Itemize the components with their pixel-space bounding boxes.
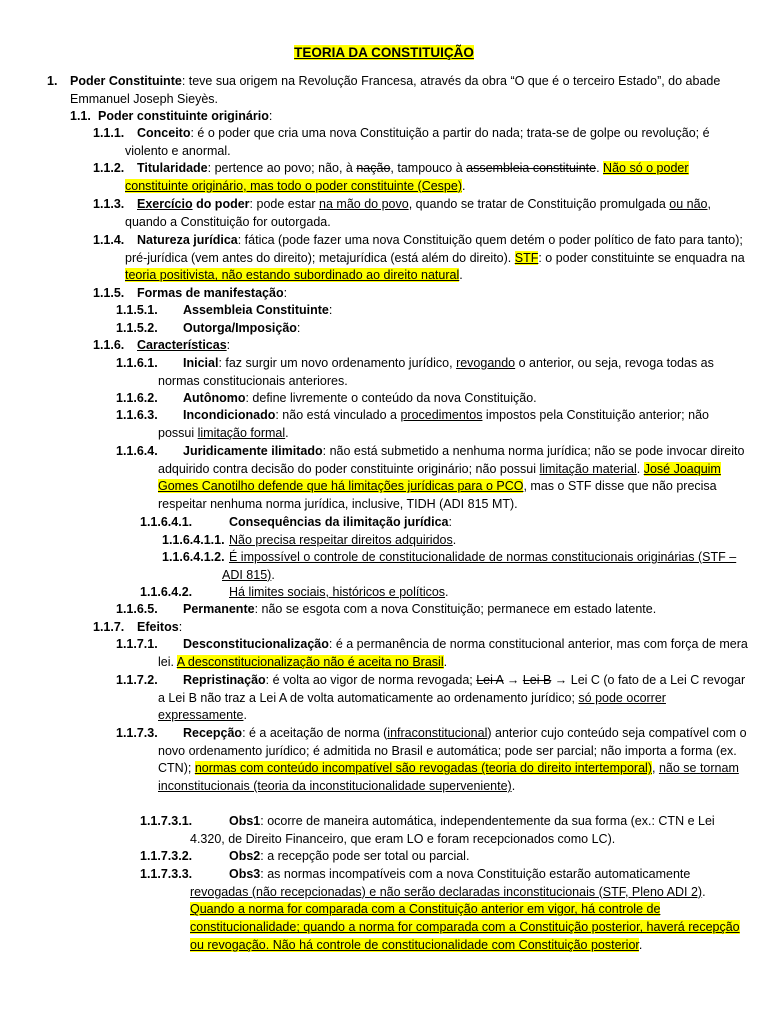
text-run: Recepção	[183, 726, 243, 740]
outline-item	[0, 337, 748, 355]
item-number: 1.1.7.	[93, 620, 125, 634]
text-run: Juridicamente ilimitado	[183, 444, 323, 458]
text-run: : é o poder que cria uma nova Constituição a partir do nada; trata-se de golpe ou revolução; é violento e anormal.	[125, 126, 710, 158]
text-run: ,	[652, 761, 659, 776]
text-run: ) anterior cujo conteúdo seja compatível com o novo ordenamento jurídico; é admitida no Brasil e automática; pode ser parcial; não importa a forma (ex. CTN);	[158, 726, 747, 776]
text-run: .	[271, 567, 275, 582]
text-run: : ocorre de maneira automática, independentemente da sua forma (ex.: CTN e Lei 4.320, de Direito Financeiro, que eram LO e foram recepcionados como LC).	[190, 814, 715, 846]
text-run: .	[511, 779, 516, 794]
item-text	[229, 514, 748, 532]
text-run: Obs1	[229, 814, 261, 828]
outline-item	[0, 407, 748, 442]
text-run: Poder constituinte originário	[98, 109, 269, 123]
outline-item	[0, 672, 748, 725]
text-run: não se tornam inconstitucionais (teoria da inconstitucionalidade superveniente)	[158, 761, 739, 794]
item-number: 1.1.5.	[93, 286, 125, 300]
text-run: :	[296, 321, 301, 335]
text-run: infraconstitucional	[387, 726, 488, 740]
item-number: 1.	[47, 74, 58, 88]
text-run: :	[268, 109, 273, 123]
item-number: 1.1.6.5.	[116, 602, 158, 616]
item-text	[190, 866, 748, 955]
text-run: : é a permanência de norma constitucional anterior, mas com força de mera lei.	[158, 637, 748, 669]
text-run: Lei B	[522, 673, 552, 687]
text-run: limitação material	[539, 461, 637, 476]
item-number: 1.1.7.3.2.	[140, 849, 193, 863]
text-run: :	[448, 515, 452, 529]
item-number: 1.1.6.4.1.2.	[162, 550, 225, 564]
text-run: .	[445, 585, 449, 599]
outline-item	[0, 73, 748, 108]
document-title-text: TEORIA DA CONSTITUIÇÃO	[294, 45, 474, 60]
text-run: na mão do povo	[319, 197, 409, 211]
text-run: : não está submetido a nenhuma norma jurídica; não se pode invocar direito adquirido contra decisão do poder constituinte originário; não possui	[158, 444, 745, 476]
document-title	[0, 44, 768, 61]
text-run: Consequências da ilimitação jurídica	[229, 515, 449, 529]
item-number: 1.1.	[70, 109, 91, 123]
text-run: .	[452, 533, 457, 547]
item-text	[98, 108, 748, 126]
text-run: Inicial	[183, 356, 219, 370]
item-text	[222, 549, 748, 584]
outline-item	[0, 725, 748, 796]
text-run: : faz surgir um novo ordenamento jurídico,	[218, 356, 457, 370]
highlighted-text: Não só o poder constituinte originário, mas todo o poder constituinte (Cespe)	[125, 161, 689, 193]
item-text	[229, 532, 748, 550]
outline-item	[0, 549, 748, 584]
text-run: Efeitos	[137, 620, 179, 634]
text-run: :	[226, 338, 231, 352]
item-number: 1.1.5.1.	[116, 303, 158, 317]
text-run: , quando se tratar de Constituição promulgada	[408, 197, 670, 211]
text-run: só pode ocorrer expressamente	[158, 690, 666, 723]
text-run: .	[443, 654, 448, 669]
item-text	[125, 196, 748, 231]
outline-item	[0, 320, 748, 338]
text-run: :	[283, 286, 288, 300]
item-text	[125, 160, 748, 195]
text-run: :	[178, 620, 183, 634]
item-text	[183, 320, 748, 338]
text-run: do poder	[192, 197, 250, 211]
item-text	[70, 73, 748, 108]
text-run: , quando a Constituição for outorgada.	[125, 197, 711, 229]
outline-item	[0, 302, 748, 320]
item-number: 1.1.6.4.2.	[140, 585, 193, 599]
text-run: revogadas (não recepcionadas) e não serão declaradas inconstitucionais (STF, Pleno ADI 2)	[190, 884, 703, 899]
text-run: : teve sua origem na Revolução Francesa, através da obra “O que é o terceiro Estado”, do abade Emmanuel Joseph Sieyès.	[70, 74, 721, 106]
item-text	[125, 232, 748, 285]
item-text	[158, 390, 748, 408]
item-number: 1.1.6.2.	[116, 391, 158, 405]
text-run: Conceito	[137, 126, 191, 140]
text-run: .	[638, 937, 643, 952]
text-run: Incondicionado	[183, 408, 276, 422]
outline-item	[0, 584, 748, 602]
text-run: o anterior, ou seja, revoga todas as normas constitucionais anteriores.	[158, 356, 714, 388]
text-run: Lei A	[476, 673, 504, 687]
outline-item	[0, 813, 748, 848]
outline-item	[0, 196, 748, 231]
item-number: 1.1.1.	[93, 126, 125, 140]
item-text	[183, 601, 748, 619]
text-run: : é a aceitação de norma (	[242, 726, 388, 740]
outline-item	[0, 108, 748, 126]
text-run: limitação formal	[197, 425, 286, 440]
text-run: .	[702, 884, 706, 899]
item-number: 1.1.6.4.1.	[140, 515, 193, 529]
item-number: 1.1.7.3.1.	[140, 814, 193, 828]
item-text	[158, 355, 748, 390]
text-run: Formas de manifestação	[137, 286, 284, 300]
highlighted-text: José Joaquim Gomes Canotilho defende que há limitações jurídicas para o PCO	[158, 461, 721, 494]
item-text	[125, 125, 748, 160]
outline-item	[0, 443, 748, 514]
outline-item	[0, 160, 748, 195]
outline-item	[0, 532, 748, 550]
item-text	[125, 337, 748, 355]
text-run: impostos pela Constituição anterior; não possui	[158, 408, 709, 440]
outline-item	[0, 514, 748, 532]
text-run: Características	[137, 338, 227, 352]
outline-item	[0, 848, 748, 866]
text-run: assembleia constituinte	[466, 161, 597, 175]
text-run: Repristinação	[183, 673, 266, 687]
text-run: Outorga/Imposição	[183, 321, 297, 335]
text-run: : não está vinculado a	[275, 408, 401, 422]
text-run: Obs2	[229, 849, 261, 863]
item-text	[158, 407, 748, 442]
item-number: 1.1.7.2.	[116, 673, 158, 687]
text-run: Natureza jurídica	[137, 233, 238, 247]
item-number: 1.1.7.3.3.	[140, 867, 193, 881]
outline-item	[0, 355, 748, 390]
outline-item	[0, 232, 748, 285]
text-run: : as normas incompatíveis com a nova Constituição estarão automaticamente	[260, 867, 691, 881]
text-run: ou não	[669, 197, 708, 211]
text-run: Exercício	[137, 197, 193, 211]
text-run: → Lei C (o fato de a Lei C revogar a Lei B não traz a Lei A de volta automaticamente ao ordenamento jurídico;	[158, 673, 746, 705]
item-text	[229, 848, 748, 866]
outline-item	[0, 619, 748, 637]
item-text	[183, 302, 748, 320]
text-run: .	[285, 425, 289, 440]
text-run: Titularidade	[137, 161, 208, 175]
text-run: Permanente	[183, 602, 255, 616]
text-run: : a recepção pode ser total ou parcial.	[260, 849, 470, 863]
text-run: procedimentos	[400, 408, 483, 422]
text-run: : fática (pode fazer uma nova Constituição quem detém o poder político de fato para tanto); pré-jurídica (vem antes do direito); metajurídica (está além do direito).	[125, 233, 743, 265]
text-run: Não precisa respeitar direitos adquiridos	[229, 533, 453, 547]
text-run: .	[636, 461, 644, 476]
highlighted-text: A desconstitucionalização não é aceita no Brasil	[176, 654, 444, 669]
item-number: 1.1.7.1.	[116, 637, 158, 651]
outline-item	[0, 866, 748, 955]
text-run: : pode estar	[249, 197, 320, 211]
highlighted-text: STF	[514, 250, 539, 265]
text-run: Autônomo	[183, 391, 246, 405]
text-run: Poder Constituinte	[70, 74, 182, 88]
text-run: Obs3	[229, 867, 261, 881]
text-run: .	[596, 161, 604, 175]
item-text	[190, 813, 748, 848]
text-run: É impossível o controle de constitucionalidade de normas constitucionais originárias (STF – ADI 815)	[222, 550, 737, 582]
item-number: 1.1.4.	[93, 233, 125, 247]
item-text	[158, 725, 748, 796]
text-run: .	[243, 708, 247, 723]
text-run: Há limites sociais, históricos e políticos	[229, 585, 446, 599]
item-number: 1.1.6.3.	[116, 408, 158, 422]
text-run: :	[328, 303, 333, 317]
item-text	[137, 619, 748, 637]
outline-item	[0, 285, 748, 303]
text-run: .	[459, 268, 463, 283]
highlighted-text: normas com conteúdo incompatível são revogadas (teoria do direito intertemporal)	[194, 761, 652, 776]
item-number: 1.1.5.2.	[116, 321, 158, 335]
text-run: , mas o STF disse que não precisa respeitar nenhuma norma jurídica, inclusive, TIDH (ADI 815 MT).	[158, 479, 717, 512]
text-run: : pertence ao povo; não, à	[207, 161, 357, 175]
item-text	[158, 443, 748, 514]
text-run: : é volta ao vigor de norma revogada;	[265, 673, 477, 687]
item-number: 1.1.2.	[93, 161, 125, 175]
text-run: Desconstitucionalização	[183, 637, 329, 651]
text-run: nação	[356, 161, 391, 175]
outline-item	[0, 601, 748, 619]
highlighted-text: Quando a norma for comparada com a Constituição anterior em vigor, há controle de constitucionalidade; quando a norma for comparada com a Constituição posterior, haverá recepção ou revogação. Não há controle de constitucionalidade com Constituição posterior	[190, 902, 740, 952]
text-run: : define livremente o conteúdo da nova Constituição.	[245, 391, 537, 405]
outline-item	[0, 125, 748, 160]
text-run: →	[503, 673, 523, 687]
text-run: .	[462, 178, 466, 193]
item-number: 1.1.3.	[93, 197, 125, 211]
item-number: 1.1.6.4.1.1.	[162, 533, 225, 547]
item-number: 1.1.7.3.	[116, 726, 158, 740]
text-run: , tampouco à	[390, 161, 467, 175]
text-run: : o poder constituinte se enquadra na	[538, 250, 745, 265]
text-run: Assembleia Constituinte	[183, 303, 329, 317]
item-text	[158, 672, 748, 725]
item-text	[158, 636, 748, 671]
outline-item	[0, 390, 748, 408]
outline-item	[0, 636, 748, 671]
text-run: : não se esgota com a nova Constituição; permanece em estado latente.	[254, 602, 657, 616]
item-text	[125, 285, 748, 303]
item-number: 1.1.6.4.	[116, 444, 158, 458]
item-text	[229, 584, 748, 602]
text-run: revogando	[456, 356, 516, 370]
item-number: 1.1.6.	[93, 338, 125, 352]
highlighted-text: teoria positivista, não estando subordinado ao direito natural	[125, 268, 460, 283]
item-number: 1.1.6.1.	[116, 356, 158, 370]
